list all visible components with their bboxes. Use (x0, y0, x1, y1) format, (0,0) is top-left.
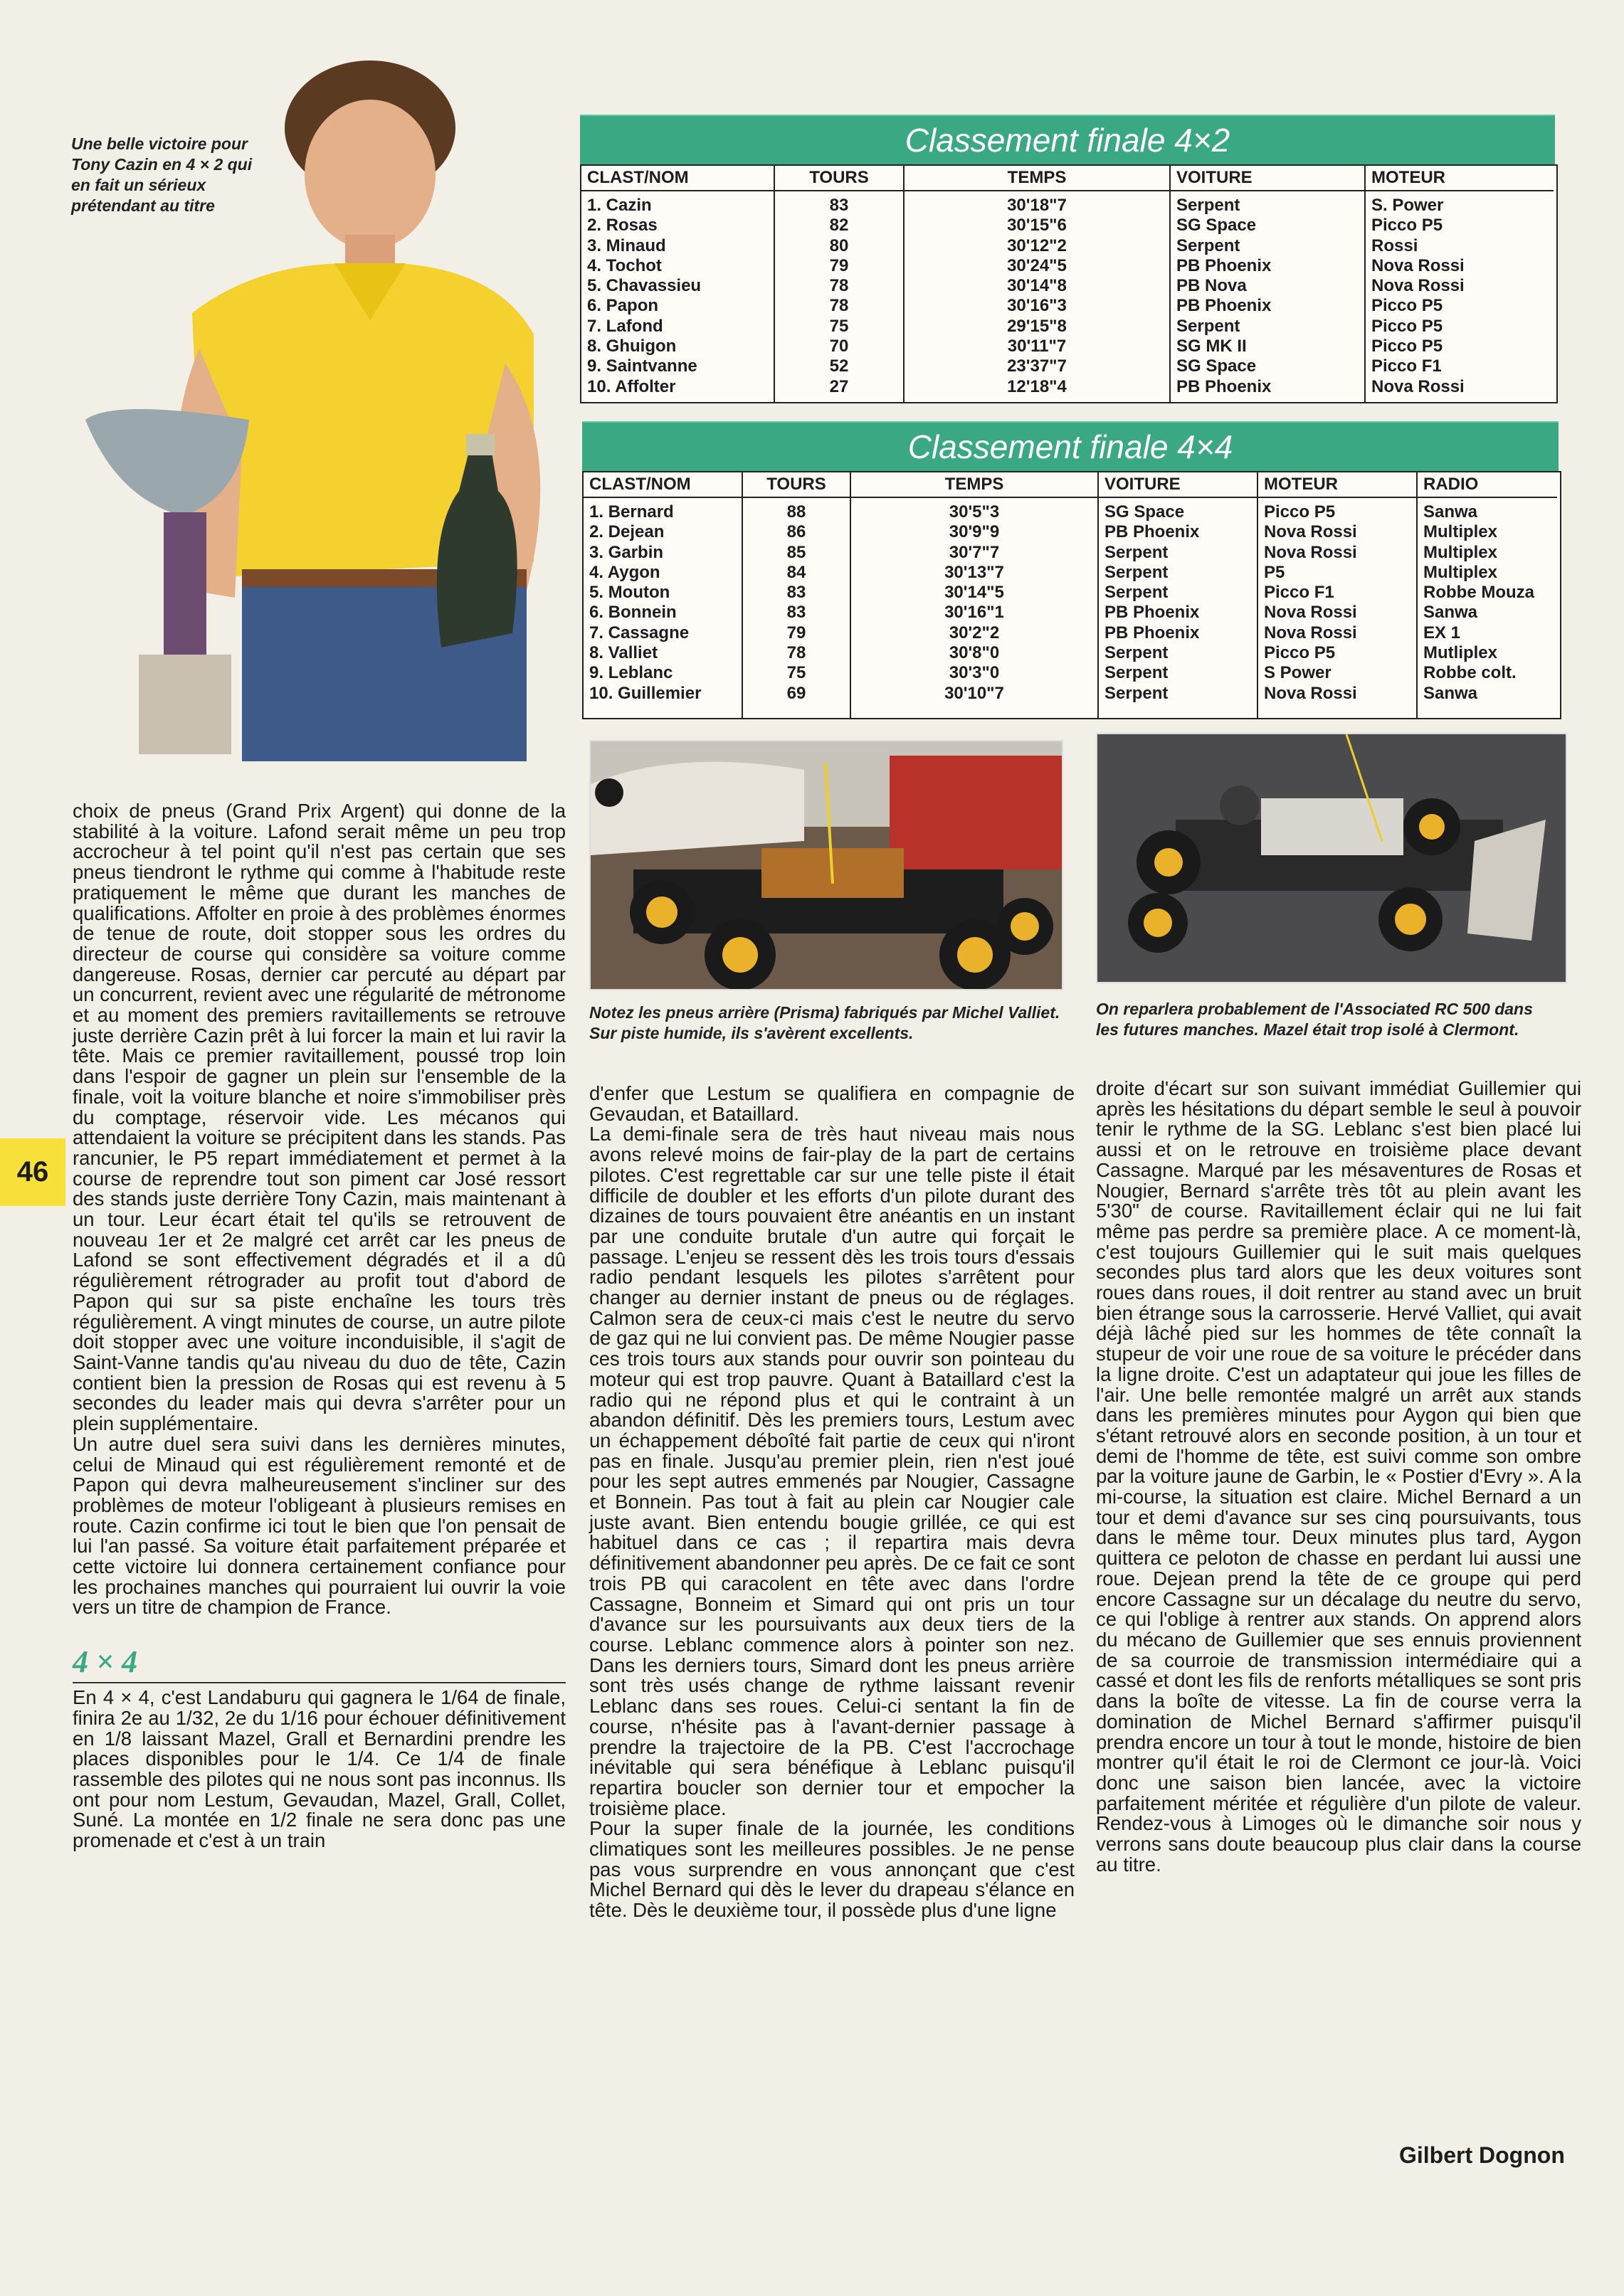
table2-header-voiture: VOITURE (1099, 472, 1257, 498)
col2-paragraph-1: d'enfer que Lestum se qualifiera en compagnie de Gevaudan, et Bataillard. (589, 1082, 1075, 1125)
table1-col-temps (905, 166, 1171, 402)
table1-cell: 30'16"3 (1007, 296, 1067, 316)
table1-cell: Rossi (1371, 236, 1418, 255)
table2-cell: Nova Rossi (1264, 522, 1357, 542)
table2-cell: Mutliplex (1423, 643, 1498, 663)
table2-cell: 30'7"7 (949, 542, 1000, 562)
table1-cell: 82 (829, 216, 849, 236)
table1-cell: 27 (829, 376, 849, 396)
table1-cell: S. Power (1371, 196, 1444, 215)
table2-header-tours: TOURS (743, 472, 850, 498)
table1-cell: 70 (829, 337, 849, 356)
table1-cell: SG Space (1176, 216, 1257, 236)
table1-cell: Serpent (1176, 316, 1240, 336)
table1-cell: 4. Tochot (587, 255, 662, 275)
table2-col-radio (1418, 472, 1557, 718)
table2-cell: 30'9"9 (949, 522, 1000, 542)
table2-cell: Multiplex (1423, 542, 1498, 562)
table1-col-moteur (1366, 166, 1554, 402)
table1-cell: 78 (829, 296, 849, 316)
table2-cell: 86 (786, 522, 806, 542)
col2-paragraph-2: La demi-finale sera de très haut niveau mais nous avons relevé moins de fair-play de la part de certains pilotes. C'est regrettable car sur une telle piste il était difficile de doubler et les efforts d'un pilote durant des dizaines de tours pouvaient être anéantis en un instant par une conduite brutale d'un autre qui forçait le passage. L'enjeu se ressent dès les trois tours d'essais radio pendant lesquels les pilotes s'arrêtent pour changer au dernier instant de pneus ou de réglages. Calmon sera de ceux-ci mais c'est le neutre du servo de gaz qui ne lui convient pas. De même Nougier passe ces trois tours aux stands pour ouvrir son pointeau du moteur qui est trop pauvre. Quant à Bataillard c'est la radio qui ne répond plus et qui le contraint à un abandon définitif. Dès les premiers tours, Lestum avec un échappement déboîté fait partie de ceux qui n'iront pas en finale. Jusqu'au premier plein, rien n'est joué pour les sept autres emmenés par Nougier, Cassagne et Bonnein. Pas tout à fait au plein car Nougier cale juste avant. Bien entendu bougie grillée, ce qui est habituel dans ce cas ; il repartira mais devra définitivement abandonner peu après. De ce fait ce sont trois PB qui caracolent en tête avec dans l'ordre Cassagne, Bonneim et Simard qui ont pris un tour d'avance sur les poursuivants aux deux tiers de la course. Leblanc commence alors à pointer son nez. Dans les derniers tours, Simard dont les pneus arrière sont très usés change de rythme laissant revenir Leblanc dans ses roues. Celui-ci sentant la fin de course, n'hésite pas à l'avant-dernier passage à prendre la trajectoire de la PB. C'est l'accrochage inévitable qui sera bénéfique à Leblanc puisqu'il repartira boucler son dernier tour et empocher la troisième place. (589, 1123, 1075, 1819)
table2-classement-4x4 (582, 471, 1561, 719)
table1-cell: PB Nova (1176, 276, 1247, 296)
table1-cell: Nova Rossi (1371, 255, 1465, 275)
table1-cell: 83 (829, 196, 849, 215)
article-column-2 (589, 1084, 1075, 1921)
table2-cell: 30'3"0 (949, 663, 1000, 683)
table2-cell: PB Phoenix (1104, 603, 1200, 623)
table2-cell: Picco F1 (1264, 583, 1334, 603)
table2-cell: Serpent (1104, 542, 1169, 562)
table1-header-temps: TEMPS (905, 166, 1169, 191)
col1-paragraph-2: Un autre duel sera suivi dans les dernières minutes, celui de Minaud qui est régulièrement remonté et de Papon qui devra malheureusement s'incliner sur des problèmes de moteur l'obligeant à plusieurs remises en route. Cazin confirme ici tout le bien que l'on pensait de lui l'an passé. Sa voiture était parfaitement préparée et cette victoire lui donnera certainement confiance pour les prochaines manches qui pourraient lui ouvrir la voie vers un titre de champion de France. (73, 1432, 566, 1619)
table1-header-moteur: MOTEUR (1366, 166, 1554, 191)
table1-cell: SG Space (1176, 356, 1257, 376)
table1-cell: 30'12"2 (1007, 236, 1067, 255)
table2-header-temps: TEMPS (851, 472, 1097, 498)
table1-cell: 10. Affolter (587, 376, 676, 396)
table2-title: Classement finale 4×4 (582, 421, 1559, 471)
table1-header-clast: CLAST/NOM (581, 166, 774, 191)
table2-cell: Serpent (1104, 562, 1169, 582)
table1-cell: Serpent (1176, 196, 1240, 215)
table1-cell: 52 (829, 356, 849, 376)
col1-paragraph-1: choix de pneus (Grand Prix Argent) qui donne de la stabilité à la voiture. Lafond serait même un peu trop accrocheur à tel point qu'il n'est pas certain que ses pneus tiendront le rythme qui comme à l'habitude reste pratiquement le même que durant les manches de qualifications. Affolter en proie à des problèmes énormes de tenue de route, doit stopper sous les ordres du directeur de course qui considère sa voiture comme dangereuse. Rosas, dernier car percuté au départ par un concurrent, revient avec une régularité de métronome et au moment des premiers ravitaillements se retrouve juste derrière Cazin prêt à lui forcer la main et lui ravir la tête. Mais ce premier ravitaillement, poussé trop loin dans l'espoir de gagner un plein sur l'ensemble de la finale, voit la voiture blanche et noire s'immobiliser près du comptage, réservoir vide. Les mécanos qui attendaient la voiture se précipitent dans les stands. Pas rancunier, le P5 repart immédiatement et permet à la course de reprendre tout son piment car José ressort des stands juste derrière Tony Cazin, mais maintenant à un tour. Leur écart était tel qu'ils se retrouvent de nouveau 1er et 2e malgré cet arrêt car les pneus de Lafond se sont effectivement dégradés et il a dû régulièrement rétrograder au profit tout d'abord de Papon qui sur sa piste enchaîne les tours très régulièrement. A vingt minutes de course, un autre pilote doit stopper avec une voiture inconduisible, il s'agit de Saint-Vanne tandis qu'au niveau du duo de tête, Cazin contient bien la pression de Rosas qui est revenu à 5 secondes du leader mais qui devra s'arrêter pour un plein supplémentaire. (73, 800, 566, 1435)
table1-classement-4x2 (580, 164, 1558, 403)
table2-cell: 30'13"7 (944, 562, 1004, 582)
table1-cell: 9. Saintvanne (587, 356, 697, 376)
photo2-caption: On reparlera probablement de l'Associated RC 500 dans les futures manches. Mazel était trop isolé à Clermont. (1096, 1000, 1533, 1039)
table2-cell: Serpent (1104, 663, 1169, 683)
table1-cell: 5. Chavassieu (587, 276, 702, 296)
table2-cell: 88 (786, 502, 806, 522)
table1-cell: 7. Lafond (587, 316, 663, 336)
table2-cell: Robbe colt. (1423, 663, 1517, 683)
table2-header-moteur: MOTEUR (1258, 472, 1416, 498)
page-number: 46 (0, 1138, 65, 1206)
table2-cell: Sanwa (1423, 603, 1478, 623)
table1-cell: 78 (829, 276, 849, 296)
table1-cell: 75 (829, 316, 849, 336)
table1-cell: 30'14"8 (1007, 276, 1067, 296)
table1-cell: Picco P5 (1371, 296, 1443, 316)
table1-cell: 29'15"8 (1007, 316, 1067, 336)
author-signature: Gilbert Dognon (1399, 2142, 1565, 2168)
table2-cell: EX 1 (1423, 623, 1461, 642)
article-column-3 (1096, 1079, 1581, 1875)
table2-cell: Nova Rossi (1264, 542, 1357, 562)
table2-cell: Nova Rossi (1264, 623, 1357, 642)
table2-header-clast: CLAST/NOM (584, 472, 742, 498)
table2-cell: Picco P5 (1264, 502, 1336, 522)
table2-cell: 30'10"7 (944, 683, 1004, 703)
col1-paragraph-3: En 4 × 4, c'est Landaburu qui gagnera le 1/64 de finale, finira 2e au 1/32, 2e du 1/16 pour échouer définitivement en 1/8 laissant Mazel, Grall et Bernardini prendre les places disponibles pour le 1/4. Ce 1/4 de finale rassemble des pilotes qui ne nous sont pas inconnus. Ils ont pour nom Lestum, Gevaudan, Mazel, Grall, Collet, Suné. La montée en 1/2 finale ne sera donc pas une promenade et c'est à un train (73, 1686, 566, 1852)
table2-cell: Picco P5 (1264, 643, 1336, 663)
table2-cell: PB Phoenix (1104, 623, 1200, 642)
table1-cell: 23'37"7 (1007, 356, 1067, 376)
table1-cell: 30'18"7 (1007, 196, 1067, 215)
table2-cell: SG Space (1104, 502, 1185, 522)
table1-cell: PB Phoenix (1176, 376, 1272, 396)
top-photo-caption: Une belle victoire pour Tony Cazin en 4 × 2 qui en fait un sérieux prétendant au titre (71, 134, 253, 215)
table2-cell: 2. Dejean (589, 522, 665, 542)
table2-cell: 5. Mouton (589, 583, 670, 603)
table2-col-temps (851, 472, 1099, 718)
table2-cell: P5 (1264, 562, 1285, 582)
table1-cell: 1. Cazin (587, 196, 652, 215)
photo1-caption: Notez les pneus arrière (Prisma) fabriqués par Michel Valliet. Sur piste humide, ils s'avèrent excellents. (589, 1003, 1060, 1042)
table1-cell: 30'24"5 (1007, 255, 1067, 275)
table2-header-radio: RADIO (1418, 472, 1557, 498)
table2-cell: 30'5"3 (949, 502, 1000, 522)
table2-cell: 8. Valliet (589, 643, 658, 663)
table2-cell: Serpent (1104, 643, 1169, 663)
section-heading-4x4: 4 × 4 (73, 1644, 138, 1680)
table1-cell: 30'15"6 (1007, 216, 1067, 236)
table2-cell: PB Phoenix (1104, 522, 1200, 542)
table2-cell: 69 (786, 683, 806, 703)
table1-cell: PB Phoenix (1176, 255, 1272, 275)
table2-cell: S Power (1264, 663, 1332, 683)
table2-cell: 9. Leblanc (589, 663, 673, 683)
rc-car-photo-1 (589, 740, 1063, 990)
table1-cell: PB Phoenix (1176, 296, 1272, 316)
table1-title: Classement finale 4×2 (580, 115, 1555, 164)
table1-cell: Nova Rossi (1371, 376, 1465, 396)
table2-cell: 85 (786, 542, 806, 562)
table2-cell: Multiplex (1423, 562, 1498, 582)
table1-cell: Picco P5 (1371, 216, 1443, 236)
table2-col-moteur (1258, 472, 1418, 718)
table1-cell: 8. Ghuigon (587, 337, 677, 356)
table2-cell: Serpent (1104, 583, 1169, 603)
table2-cell: 84 (786, 562, 806, 582)
table1-cell: Nova Rossi (1371, 276, 1465, 296)
table2-cell: 79 (786, 623, 806, 642)
table2-cell: 30'14"5 (944, 583, 1004, 603)
table2-cell: Nova Rossi (1264, 603, 1357, 623)
table2-cell: 30'16"1 (944, 603, 1004, 623)
table2-cell: 3. Garbin (589, 542, 664, 562)
table2-cell: Robbe Mouza (1423, 583, 1534, 603)
table2-cell: Sanwa (1423, 683, 1478, 703)
table1-cell: 12'18"4 (1007, 376, 1067, 396)
table2-cell: Nova Rossi (1264, 683, 1357, 703)
table1-col-voiture (1171, 166, 1366, 402)
table2-cell: 10. Guillemier (589, 683, 702, 703)
table2-cell: 83 (786, 583, 806, 603)
table2-col-clast (584, 472, 743, 718)
table1-cell: 30'11"7 (1007, 337, 1067, 356)
table1-cell: 2. Rosas (587, 216, 658, 236)
table1-cell: 80 (829, 236, 849, 255)
table2-cell: 6. Bonnein (589, 603, 677, 623)
table1-col-clast (581, 166, 775, 402)
col2-paragraph-3: Pour la super finale de la journée, les conditions climatiques sont les meilleures possibles. Je ne pense pas vous surprendre en vous annonçant que c'est Michel Bernard qui dès le lever du drapeau s'élance en tête. Dès le deuxième tour, il possède plus d'une ligne (589, 1817, 1075, 1922)
table2-cell: Serpent (1104, 683, 1169, 703)
table2-cell: 7. Cassagne (589, 623, 690, 642)
table2-cell: Multiplex (1423, 522, 1498, 542)
section-rule (73, 1682, 566, 1683)
table1-col-tours (775, 166, 905, 402)
table2-cell: 1. Bernard (589, 502, 674, 522)
col3-paragraph-1: droite d'écart sur son suivant immédiat Guillemier qui après les hésitations du départ semble le seul à pouvoir tenir le rythme de la SG. Leblanc s'est bien placé lui aussi et on le retrouve en troisième place devant Cassagne. Marqué par les mésaventures de Rosas et Nougier, Bernard s'arrête très tôt au plein avant les 5'30" de course. Ravitaillement éclair qui ne lui fait même pas perdre sa première place. A ce moment-là, c'est toujours Guillemier qui le suit mais quelques secondes plus tard alors que les deux voitures sont roues dans roues, il doit rentrer au stand avec un bruit bien étrange sous la carrosserie. Hervé Valliet, qui avait déjà lâché pied sur les hommes de tête connaît la stupeur de voir une roue de sa voiture le précéder dans la ligne droite. C'est un adaptateur qui joue les filles de l'air. Une belle remontée malgré un arrêt aux stands dans les premières minutes pour Aygon qui bien que s'étant retrouvé alors en seconde position, à un tour et demi de l'homme de tête, est suivi comme son ombre par la voiture jaune de Garbin, le « Postier d'Evry ». A la mi-course, la situation est claire. Michel Bernard a un tour et demi d'avance sur ses cinq poursuivants, tous dans le même tour. Deux minutes plus tard, Aygon quittera ce peloton de chasse en perdant lui aussi une roue. Dejean prend la tête de ce groupe qui perd encore Cassagne sur un décalage du neutre du servo, ce qui l'oblige à rentrer aux stands. On apprend alors du mécano de Guillemier que ses ennuis proviennent de sa courroie de transmission intermédiaire qui a cassé et dont les fils de renforts métalliques se sont pris dans la boîte de vitesse. La fin de course verra la domination de Michel Bernard s'affirmer puisqu'il prendra encore un tour à tout le monde, histoire de bien montrer qu'il était le roi de Clermont ce jour-là. Voici donc une saison bien lancée, avec la victoire parfaitement méritée et régulière d'un pilote de valeur. Rendez-vous à Limoges où le dimanche soir nous y verrons sans doute beaucoup plus clair dans la course au titre. (1096, 1077, 1581, 1876)
table2-cell: 78 (786, 643, 806, 663)
table2-cell: Sanwa (1423, 502, 1478, 522)
table1-cell: 3. Minaud (587, 236, 666, 255)
table1-cell: Serpent (1176, 236, 1240, 255)
table1-header-tours: TOURS (775, 166, 903, 191)
table2-cell: 75 (786, 663, 806, 683)
rc-car-photo-2 (1096, 733, 1567, 983)
table2-cell: 30'8"0 (949, 643, 1000, 663)
table2-col-tours (743, 472, 851, 718)
table1-cell: Picco P5 (1371, 316, 1443, 336)
table2-cell: 83 (786, 603, 806, 623)
article-column-1 (73, 801, 566, 1851)
table1-cell: Picco F1 (1371, 356, 1442, 376)
table1-cell: SG MK II (1176, 337, 1247, 356)
table1-cell: Picco P5 (1371, 337, 1443, 356)
table2-cell: 30'2"2 (949, 623, 1000, 642)
table1-cell: 79 (829, 255, 849, 275)
table2-cell: 4. Aygon (589, 562, 660, 582)
table2-col-voiture (1099, 472, 1258, 718)
table1-header-voiture: VOITURE (1171, 166, 1364, 191)
table1-cell: 6. Papon (587, 296, 659, 316)
